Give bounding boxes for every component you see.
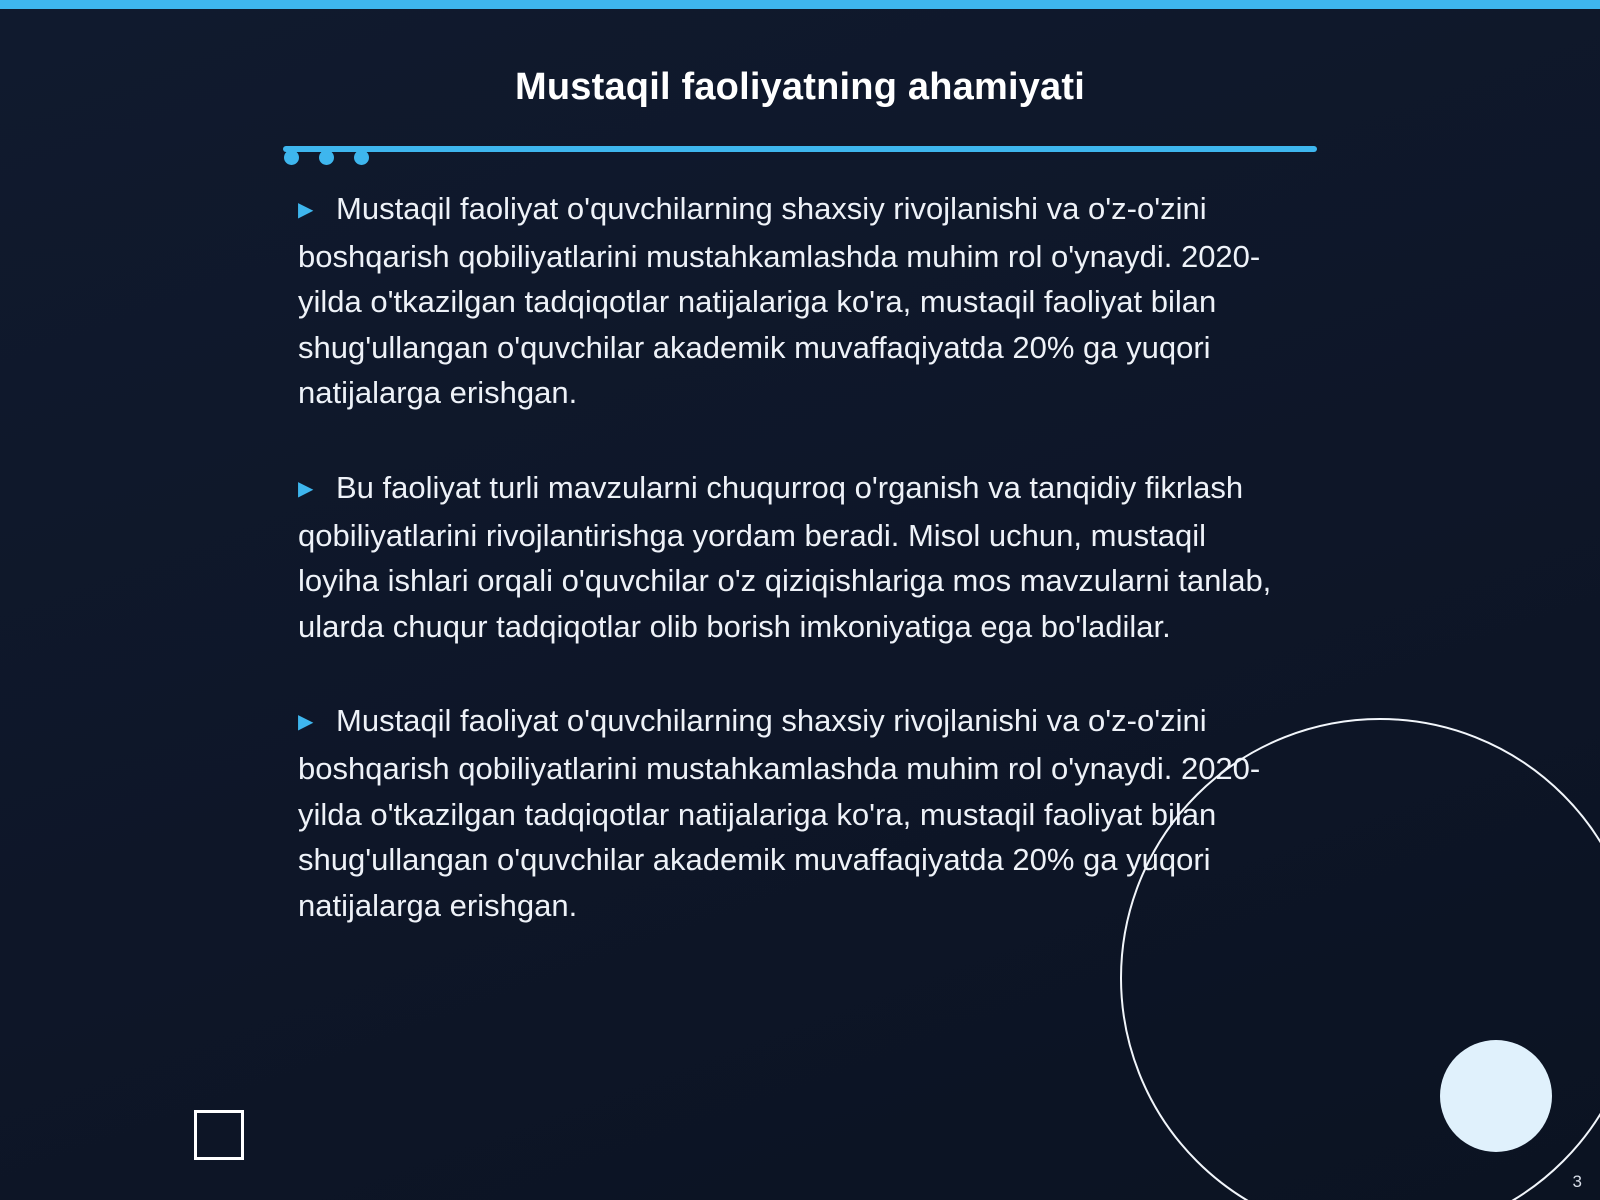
bullet-item-1 bbox=[298, 186, 1288, 416]
play-arrow-icon: ▶ bbox=[298, 711, 314, 734]
decor-dot-2 bbox=[319, 150, 334, 165]
top-accent-bar bbox=[0, 0, 1600, 9]
bullet-item-2 bbox=[298, 465, 1288, 649]
play-arrow-icon: ▶ bbox=[298, 477, 314, 500]
decor-circle-filled bbox=[1440, 1040, 1552, 1152]
play-arrow-icon: ▶ bbox=[298, 199, 314, 221]
decor-dot-3 bbox=[354, 150, 369, 165]
slide-title: Mustaqil faoliyatning ahamiyati bbox=[515, 66, 1085, 108]
decor-dot-1 bbox=[284, 150, 299, 165]
title-underline bbox=[283, 146, 1317, 152]
page-number: 3 bbox=[1572, 1172, 1582, 1191]
bullet-text-2: Bu faoliyat turli mavzularni chuqurroq o'rganish va tanqidiy fikrlash qobiliyatlarini rivojlantirishga yordam beradi. Misol uchun, mustaqil loyiha ishlari orqali o'quvchilar o'z qiziqishlariga mos mavzularni tanlab, ularda chuqur tadqiqotlar olib borish imkoniyatiga ega bo'ladilar. bbox=[298, 469, 1272, 644]
bullet-text-1: Mustaqil faoliyat o'quvchilarning shaxsiy rivojlanishi va o'z-o'zini boshqarish qobiliyatlarini mustahkamlashda muhim rol o'ynaydi. 2020-yilda o'tkazilgan tadqiqotlar natijalariga ko'ra, mustaqil faoliyat bilan shug'ullangan o'quvchilar akademik muvaffaqiyatda 20% ga yuqori natijalarga erishgan. bbox=[298, 191, 1261, 411]
decor-square-outline bbox=[194, 1110, 244, 1160]
bullet-text-3: Mustaqil faoliyat o'quvchilarning shaxsiy rivojlanishi va o'z-o'zini boshqarish qobiliyatlarini mustahkamlashda muhim rol o'ynaydi. 2020-yilda o'tkazilgan tadqiqotlar natijalariga ko'ra, mustaqil faoliyat bilan shug'ullangan o'quvchilar akademik muvaffaqiyatda 20% ga yuqori natijalarga erishgan. bbox=[298, 703, 1261, 923]
bullet-list bbox=[298, 186, 1288, 977]
